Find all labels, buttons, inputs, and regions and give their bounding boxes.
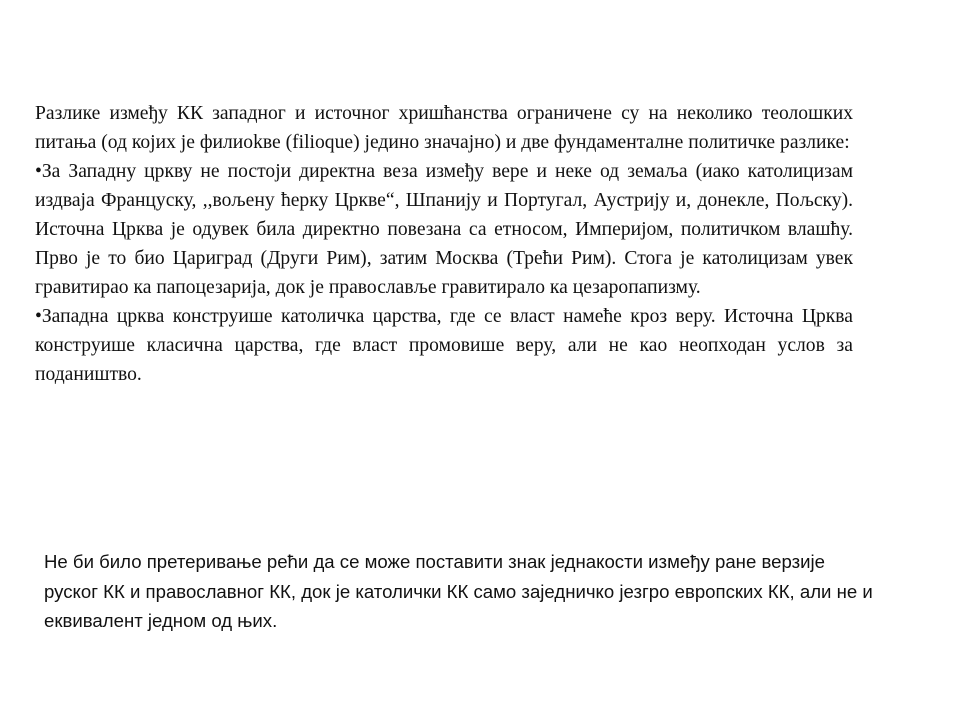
paragraph-bullet-1: •За Западну цркву не постоји директна веза између вере и неке од земаља (иако католицизам издваја Француску, ,,вољену ћерку Цркве“, Шпанију и Португал, Аустрију и, донекле, Пољску). Источна Црква је одувек била директно повезана са етносом, Империјом, политичком влашћу. Прво је то био Цариград (Други Рим), затим Москва (Трећи Рим). Стога је католицизам увек гравитирао ка папоцезарија, док је православље гравитирало ка цезаропапизму. [35,161,853,298]
paragraph-intro: Разлике између КК западног и источног хришћанства ограничене су на неколико теолошких питања (од којих је филиоkве (filioque) једино значајно) и две фундаменталне политичке разлике: [35,103,853,153]
paragraph-bullet-2: •Западна црква конструише католичка царства, где се власт намеће кроз веру. Источна Црква конструише класична царства, где власт промовише веру, али не као неопходан услов за подаништво. [35,306,853,385]
note-text-block [44,547,874,636]
note-paragraph: Не би било претеривање рећи да се може поставити знак једнакости између ране верзије руског КК и православног КК, док је католички КК само заједничко језгро европских КК, али не и еквивалент једном од њих. [44,551,873,631]
main-text-block [35,99,853,389]
